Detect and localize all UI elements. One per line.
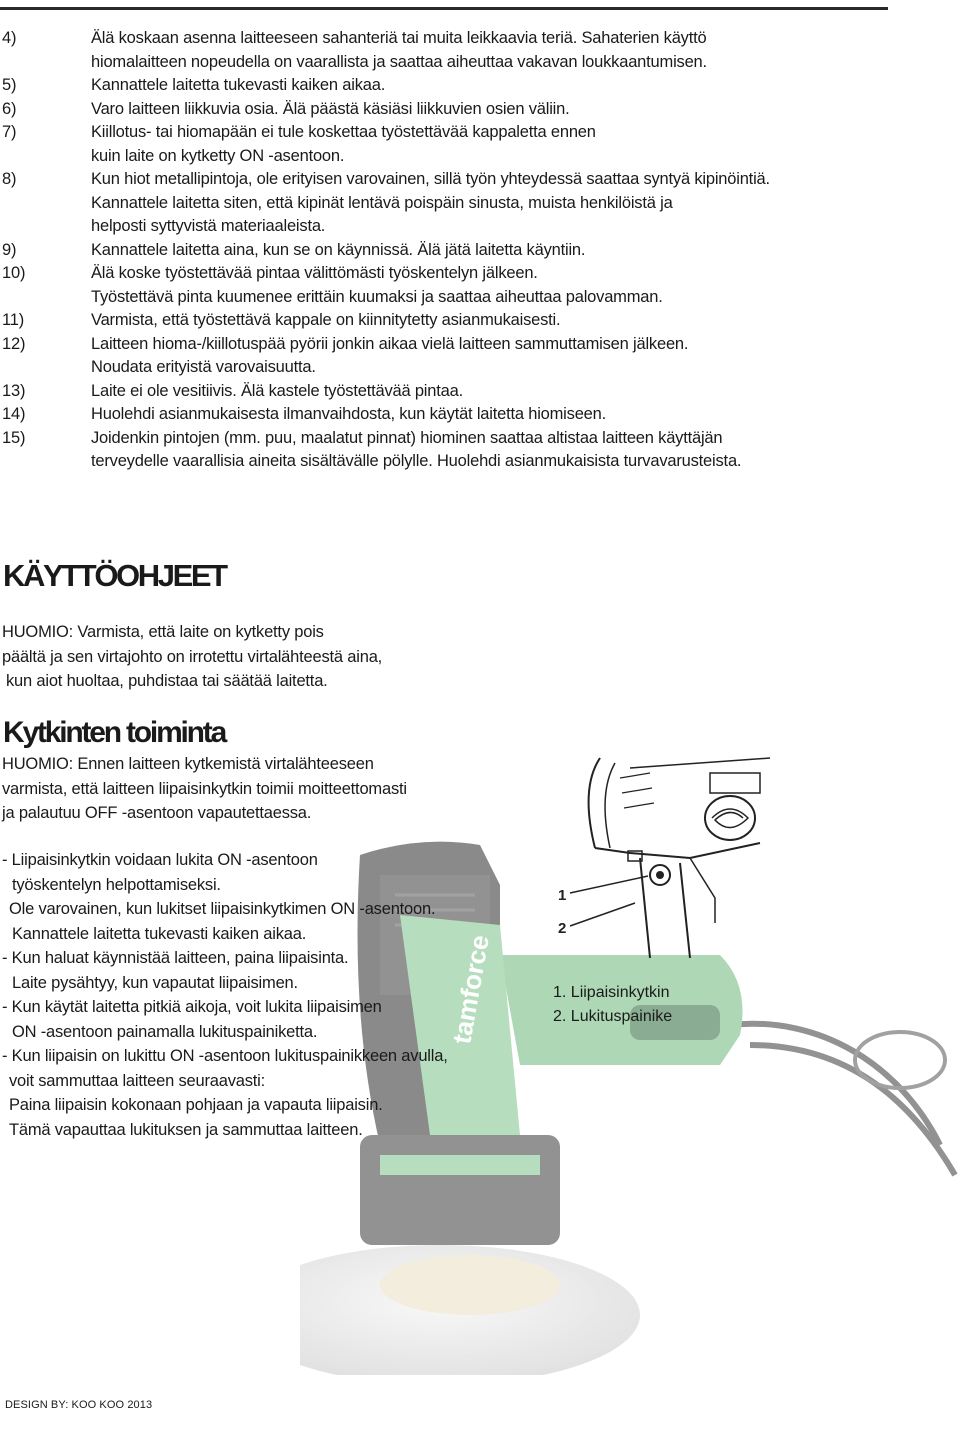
footer-credit: DESIGN BY: KOO KOO 2013 [5, 1399, 153, 1411]
rule-item: 5) Kannattele laitetta tukevasti kaiken aikaa. [2, 76, 386, 94]
diagram-legend: 1. Liipaisinkytkin 2. Lukituspainike [553, 984, 673, 1025]
switch-instructions: - Liipaisinkytkin voidaan lukita ON -asentoon työskentelyn helpottamiseksi. Ole varovainen, kun lukitset liipaisinkytkimen ON -asentoon. Kannattele laitetta tukevasti kaiken aikaa. - Kun haluat käynnistää laitteen, paina liipaisinta. Laite pysähtyy, kun vapautat liipaisimen. - Kun käytät laitetta pitkiä aikoja, voit lukita liipaisimen ON -asentoon painamalla lukituspainiketta. - Kun liipaisin on lukittu ON -asentoon lukituspainikkeen avulla, voit sammuttaa laitteen seuraavasti: Paina liipaisin kokonaan pohjaan ja vapauta liipaisin. Tämä vapauttaa lukituksen ja sammuttaa laitteen. [2, 851, 448, 1139]
rule-item: 4) Älä koskaan asenna laitteeseen sahanteriä tai muita leikkaavia teriä. Sahaterien käyttö hiomalaitteen nopeudella on vaarallista ja saattaa aiheuttaa vakavan loukkaantumisen. [2, 29, 707, 71]
rule-item: 10) Älä koske työstettävää pintaa välittömästi työskentelyn jälkeen. Työstettävä pinta kuumenee erittäin kuumaksi ja saattaa aiheuttaa palovamman. [2, 264, 663, 306]
top-rule [0, 7, 888, 10]
diagram-label-1: 1 [558, 887, 567, 904]
brand-text: tamforce [446, 932, 495, 1047]
rule-item: 7) Kiillotus- tai hiomapään ei tule koskettaa työstettävää kappaletta ennen kuin laite on kytketty ON -asentoon. [2, 123, 596, 165]
rule-item: 14) Huolehdi asianmukaisesta ilmanvaihdosta, kun käytät laitetta hiomiseen. [2, 405, 607, 423]
diagram-label-2: 2 [558, 920, 567, 937]
switch-diagram [540, 748, 780, 958]
switch-notice-paragraph: HUOMIO: Ennen laitteen kytkemistä virtalähteeseen varmista, että laitteen liipaisinkytkin toimii moitteettomasti ja palautuu OFF -asentoon vapautettaessa. [2, 755, 407, 822]
rule-item: 9) Kannattele laitetta aina, kun se on käynnissä. Älä jätä laitetta käyntiin. [2, 240, 586, 259]
notice-paragraph: HUOMIO: Varmista, että laite on kytketty pois päältä ja sen virtajohto on irrotettu virtalähteestä aina, kun aiot huoltaa, puhdistaa tai säätää laitetta. [2, 623, 383, 690]
rule-item: 15) Joidenkin pintojen (mm. puu, maalatut pinnat) hiominen saattaa altistaa laitteen käyttäjän terveydelle vaarallisia aineita sisältävälle pölylle. Huolehdi asianmukaisista turvavarusteista. [2, 428, 742, 470]
rule-item: 13) Laite ei ole vesitiivis. Älä kastele työstettävää pintaa. [2, 381, 463, 400]
rule-item: 8) Kun hiot metallipintoja, ole erityisen varovainen, sillä työn yhteydessä saattaa syntyä kipinöintiä. Kannattele laitetta siten, että kipinät lentävä poispäin sinusta, muista henkilöistä ja helposti syttyvistä materiaaleista. [2, 170, 770, 235]
safety-rules-list [0, 27, 900, 474]
rule-item: 6) Varo laitteen liikkuvia osia. Älä päästä käsiäsi liikkuvien osien väliin. [2, 99, 570, 118]
section-title: KÄYTTÖOHJEET [3, 558, 226, 593]
rule-item: 11) Varmista, että työstettävä kappale on kiinnitytetty asianmukaisesti. [2, 311, 561, 329]
rule-item: 12) Laitteen hioma-/kiillotuspää pyörii jonkin aikaa vielä laitteen sammuttamisen jälkeen. Noudata erityistä varovaisuutta. [2, 334, 689, 376]
subsection-title: Kytkinten toiminta [3, 716, 226, 749]
